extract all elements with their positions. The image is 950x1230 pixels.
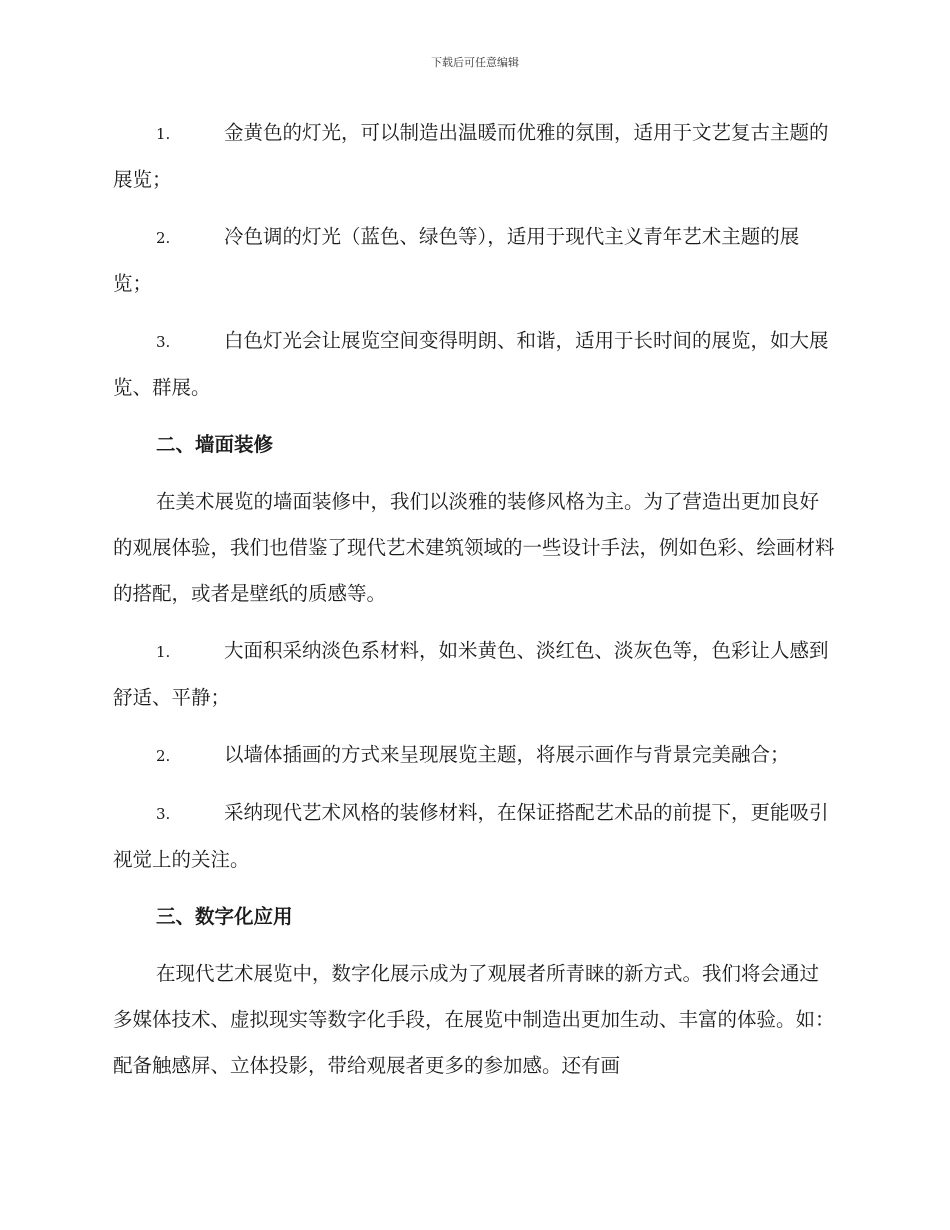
list-number: 1. xyxy=(156,643,171,661)
list-text: 以墙体插画的方式来呈现展览主题，将展示画作与背景完美融合； xyxy=(224,743,790,766)
list-number: 3. xyxy=(156,333,171,351)
list-number: 2. xyxy=(156,747,171,765)
list-item xyxy=(113,214,835,307)
list-item xyxy=(113,110,835,203)
page-header: 下载后可任意编辑 xyxy=(431,56,519,69)
list-number: 1. xyxy=(156,125,171,143)
list-text: 大面积采纳淡色系材料，如米黄色、淡红色、淡灰色等，色彩让人感到舒适、平静； xyxy=(113,639,829,709)
list-item xyxy=(113,628,835,721)
section-heading: 三、数字化应用 xyxy=(156,905,293,928)
list-item xyxy=(113,732,835,779)
list-text: 冷色调的灯光（蓝色、绿色等），适用于现代主义青年艺术主题的展览； xyxy=(113,225,800,295)
list-text: 金黄色的灯光，可以制造出温暖而优雅的氛围，适用于文艺复古主题的展览； xyxy=(113,121,829,191)
list-number: 2. xyxy=(156,229,171,247)
list-item xyxy=(113,790,835,883)
document-body xyxy=(113,110,835,1100)
list-number: 3. xyxy=(156,805,171,823)
section-paragraph: 在现代艺术展览中，数字化展示成为了观展者所青睐的新方式。我们将会通过多媒体技术、虚拟现实等数字化手段，在展览中制造出更加生动、丰富的体验。如：配备触感屏、立体投影，带给观展者更多的参加感。还有画 xyxy=(113,962,835,1077)
list-item xyxy=(113,318,835,411)
section-paragraph: 在美术展览的墙面装修中，我们以淡雅的装修风格为主。为了营造出更加良好的观展体验，我们也借鉴了现代艺术建筑领域的一些设计手法，例如色彩、绘画材料的搭配，或者是壁纸的质感等。 xyxy=(113,490,835,605)
list-text: 白色灯光会让展览空间变得明朗、和谐，适用于长时间的展览，如大展览、群展。 xyxy=(113,329,829,399)
section-heading: 二、墙面装修 xyxy=(156,433,274,456)
list-text: 采纳现代艺术风格的装修材料，在保证搭配艺术品的前提下，更能吸引视觉上的关注。 xyxy=(113,801,829,871)
